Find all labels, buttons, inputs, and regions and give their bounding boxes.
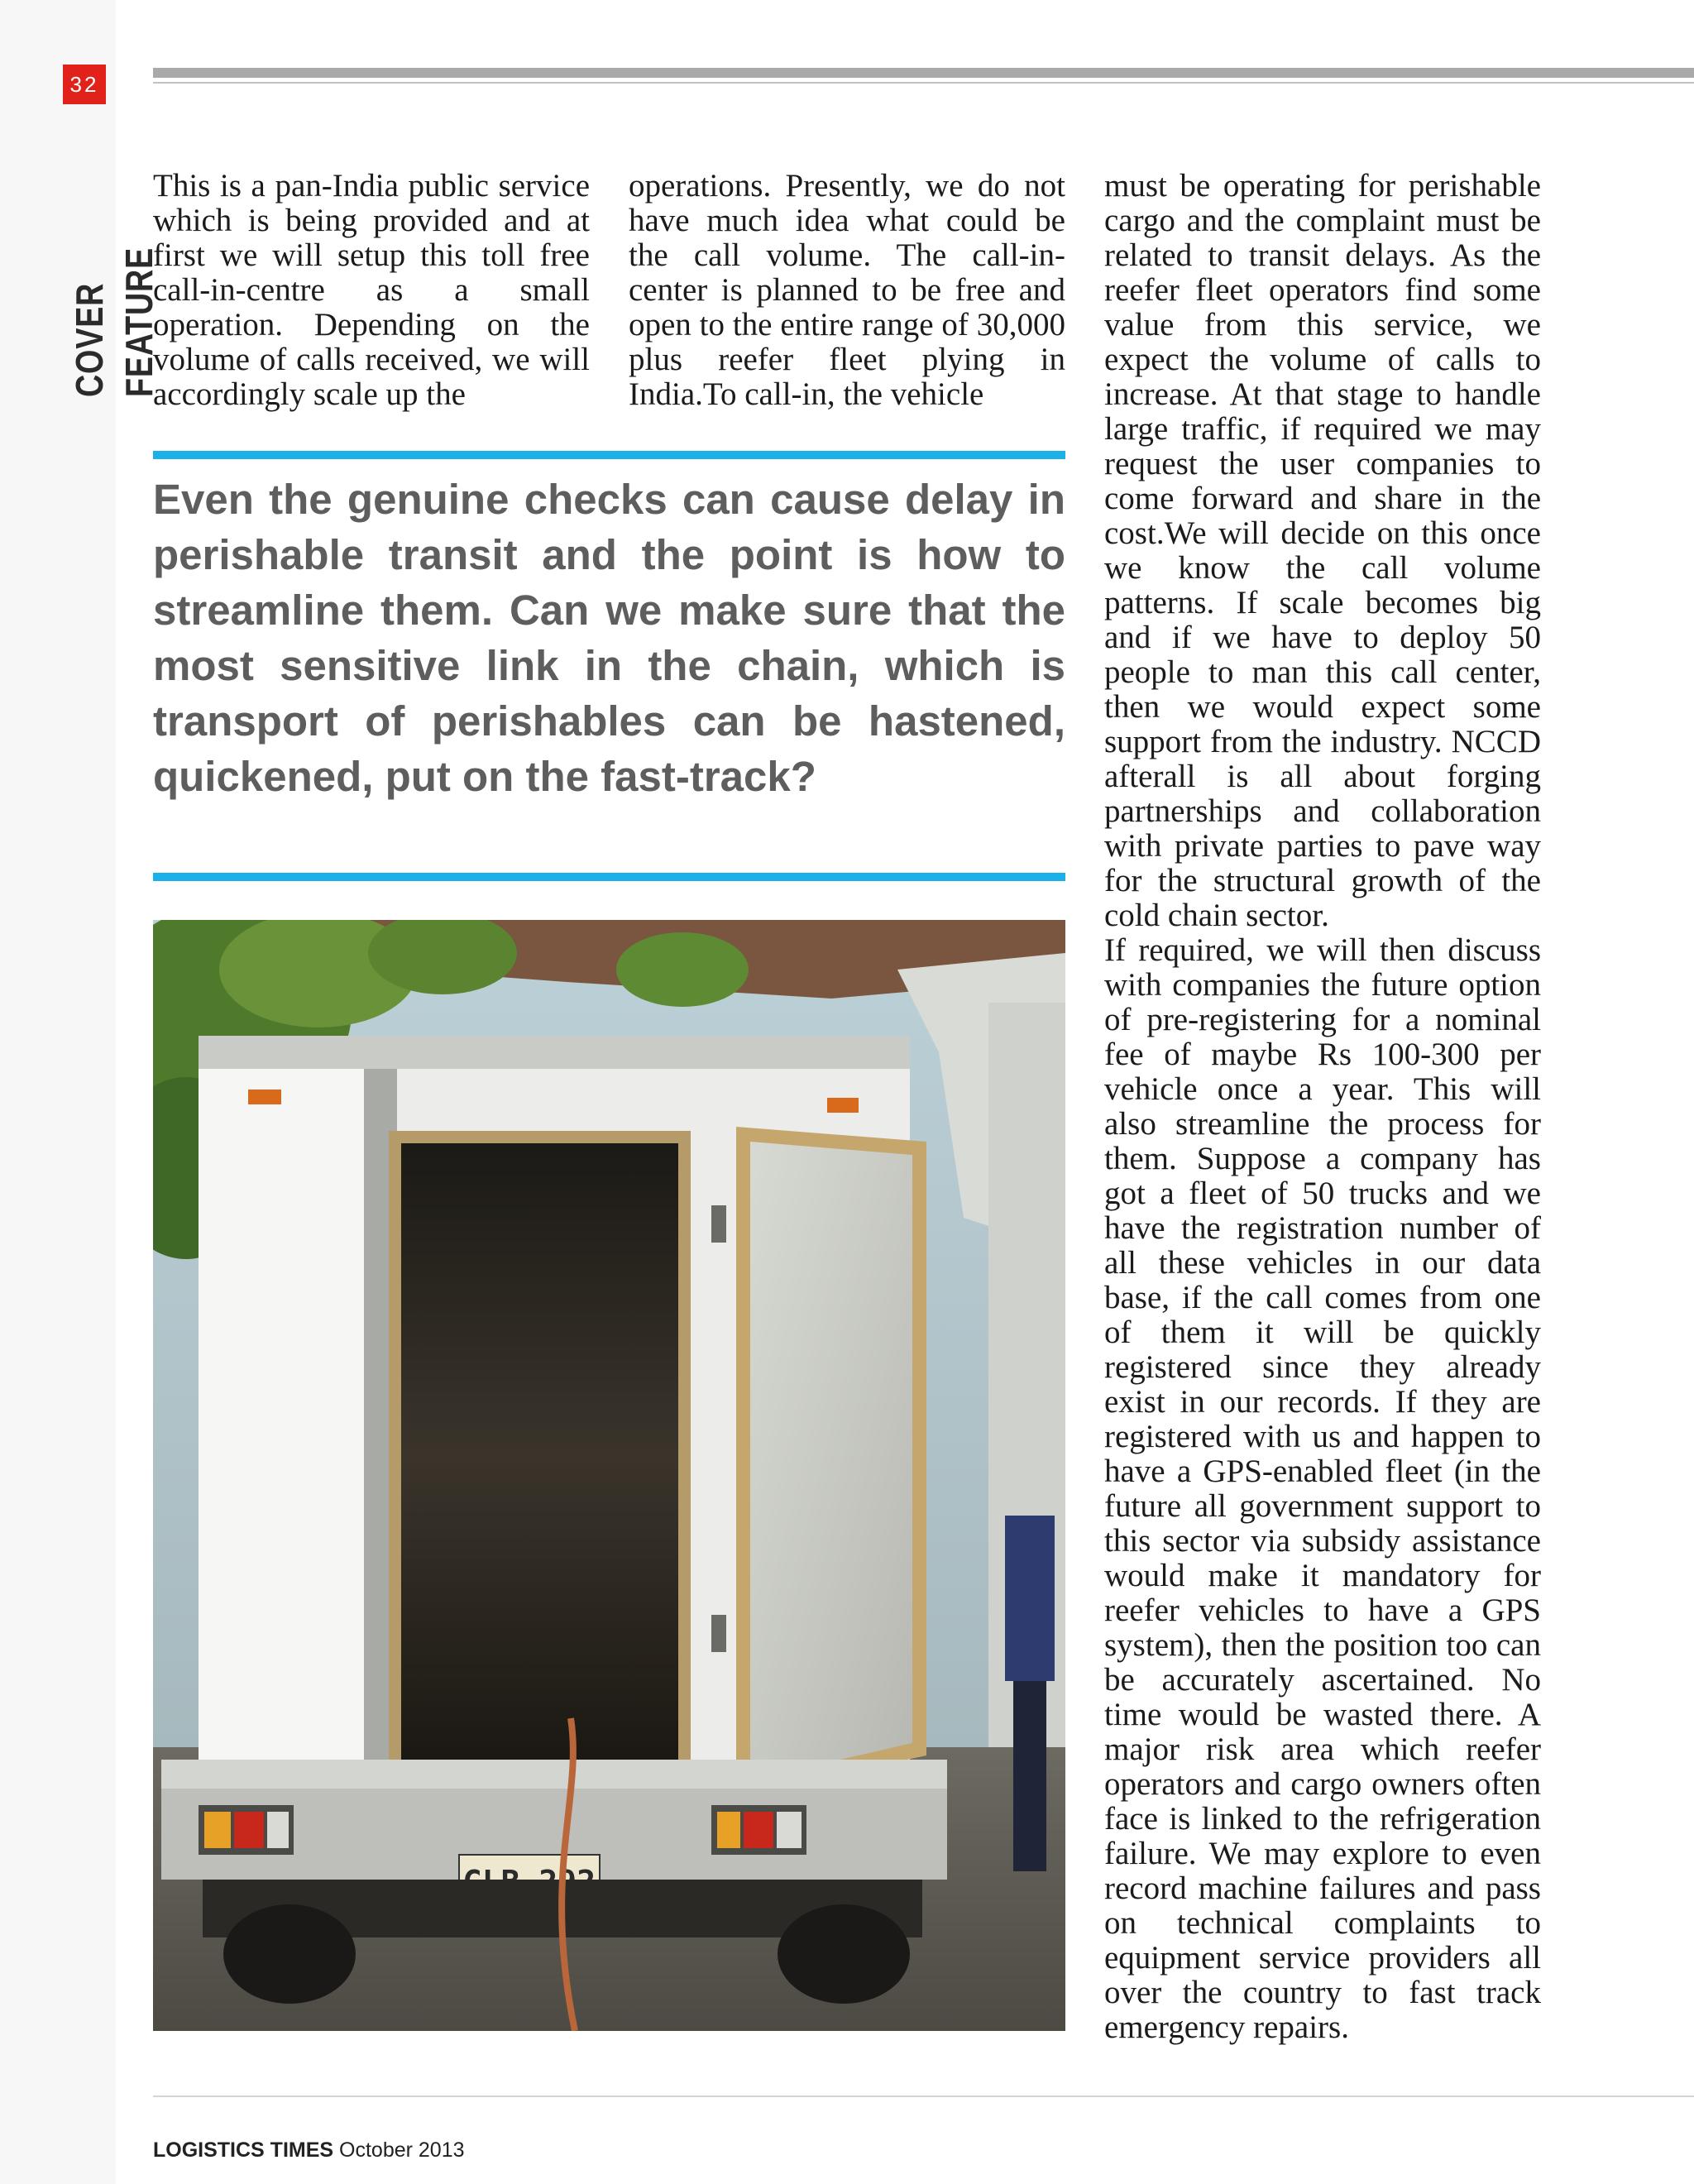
pullquote-rule-bottom	[153, 873, 1065, 881]
header-rule-thin	[153, 82, 1694, 84]
publication-name: LOGISTICS TIMES	[153, 2138, 334, 2162]
footer-rule	[153, 2095, 1694, 2097]
issue-date: October 2013	[339, 2138, 465, 2162]
pullquote-rule-top	[153, 451, 1065, 459]
article-column-1: This is a pan-India public service which is being provided and at first we will setup this toll free call-in-centre as a small operation. Depending on the volume of calls received, we will accordingly scale up the	[153, 168, 590, 412]
article-column-3-para-1: must be operating for perishable cargo and the complaint must be related to transit delays. As the reefer fleet operators find some value from this service, we expect the volume of calls to increase. At that stage to handle large traffic, if required we may request the user companies to come forward and share in the cost.We will decide on this once we know the call volume patterns. If scale becomes big and if we have to deploy 50 people to man this call center, then we would expect some support from the industry. NCCD afterall is all about forging partnerships and collaboration with private parties to pave way for the structural growth of the cold chain sector.	[1104, 168, 1541, 933]
article-column-3-para-2: If required, we will then discuss with companies the future option of pre-registering for a nominal fee of maybe Rs 100-300 per vehicle once a year. This will also streamline the process for them. Suppose a company has got a fleet of 50 trucks and we have the registration number of all these vehicles in our data base, if the call comes from one of them it will be quickly registered since they already exist in our records. If they are registered with us and happen to have a GPS-enabled fleet (in the future all government support to this sector via subsidy assistance would make it mandatory for reefer vehicles to have a GPS system), then the position too can be accurately ascertained. No time would be wasted there. A major risk area which reefer operators and cargo owners often face is linked to the refrigeration failure. We may explore to even record machine failures and pass on technical complaints to equipment service providers all over the country to fast track emergency repairs.	[1104, 932, 1541, 2045]
article-column-2: operations. Presently, we do not have much idea what could be the call volume. The call-in-center is planned to be free and open to the entire range of 30,000 plus reefer fleet plying in India.To call-in, the vehicle	[629, 168, 1065, 412]
footer	[153, 2138, 465, 2162]
reefer-truck-photo	[153, 920, 1065, 2031]
header-rule	[153, 68, 1694, 78]
article-column-3	[1104, 169, 1541, 2045]
section-label: COVER FEATURE	[68, 247, 160, 397]
pullquote: Even the genuine checks can cause delay in perishable transit and the point is how to streamline them. Can we make sure that the most sensitive link in the chain, which is transport of perishables can be hastened, quickened, put on the fast-track?	[153, 476, 1065, 800]
page-number: 32	[63, 65, 106, 104]
